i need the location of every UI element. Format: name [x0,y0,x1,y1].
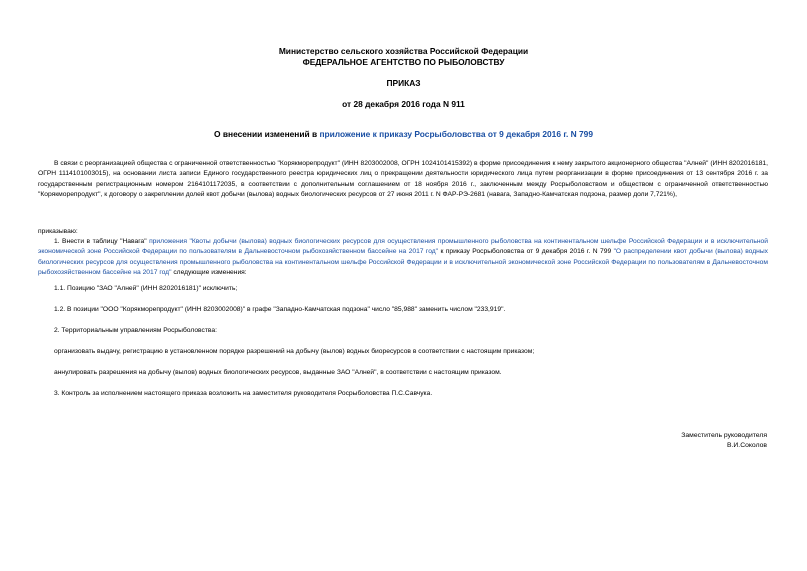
item-2-b: аннулировать разрешения на добычу (вылов) водных биологических ресурсов, выданные ЗАО "Алней", в соответствии с настоящим приказом. [54,369,502,376]
signatory-position: Заместитель руководителя [681,432,767,439]
intro-paragraph: В связи с реорганизацией общества с ограниченной ответственностью "Корякморепродукт" (ИНН 8203002008, ОГРН 1024101415392) в форме присоединения к нему закрытого акционерного общества "Алней" (ИНН 8202016181, ОГРН 1114101003015), на основании листа записи Единого государственного реестра юридических лиц о прекращении деятельности юридического лица путем реорганизации в форме присоединения от 13 сентября 2016 г. за государственным регистрационным номером 2164101172035, в соответствии с дополнительным соглашением от 18 ноября 2016 г., заключенным между Росрыболовством и обществом с ограниченной ответственностью "Корякморепродукт", к договору о закреплении долей квот добычи (вылова) водных биологических ресурсов от 27 июня 2011 г. N ФАР-РЭ-2681 (навага, Западно-Камчатская подзона, размер доли 7,721%), [38,160,768,199]
item-3: 3. Контроль за исполнением настоящего приказа возложить на заместителя руководителя Росрыболовства П.С.Савчука. [54,390,433,397]
item-1-text-c: следующие изменения: [171,269,247,277]
document-type: ПРИКАЗ [386,78,421,88]
item-1-text-b: к приказу Росрыболовства от 9 декабря 2016 г. N 799 [438,248,614,256]
item-1-2: 1.2. В позиции "ООО "Корякморепродукт" (ИНН 8203002008)" в графе "Западно-Камчатская подзона" число "85,988" заменить числом "233,919". [54,306,506,313]
item-1-link-order[interactable]: "О распределении квот добычи (вылова) водных биологических ресурсов для осуществления промышленного рыболовства на континентальном шельфе Российской Федерации и в исключительной экономической зоне Российской Федерации по пользователям в Дальневосточном рыбохозяйственном бассейне на 2017 год" [38,248,768,277]
decree-word: приказываю: [38,228,78,235]
item-1-link-appendix[interactable]: приложения "Квоты добычи (вылова) водных биологических ресурсов для осуществления промышленного рыболовства на континентальном шельфе Российской Федерации и в исключительной экономической зоне Российской Федерации по пользователям в Дальневосточном рыбохозяйственном бассейне на 2017 год" [38,238,768,256]
subject-prefix: О внесении изменений в [214,129,320,139]
document-date: от 28 декабря 2016 года N 911 [342,99,465,109]
agency-name: ФЕДЕРАЛЬНОЕ АГЕНТСТВО ПО РЫБОЛОВСТВУ [302,57,505,67]
item-1-text-a: 1. Внести в таблицу "Навага" [54,238,150,245]
item-2: 2. Территориальным управлениям Росрыболовства: [54,327,217,334]
signatory-name: В.И.Соколов [727,442,767,449]
subject-link[interactable]: приложение к приказу Росрыболовства от 9 декабря 2016 г. N 799 [319,129,593,139]
document-subject [0,129,807,139]
item-1-1: 1.1. Позицию "ЗАО "Алней" (ИНН 8202016181)" исключить; [54,285,238,292]
item-2-a: организовать выдачу, регистрацию в установленном порядке разрешений на добычу (вылов) водных биоресурсов в соответствии с настоящим приказом; [54,348,535,355]
ministry-name: Министерство сельского хозяйства Российской Федерации [278,46,529,56]
item-1 [38,237,768,279]
